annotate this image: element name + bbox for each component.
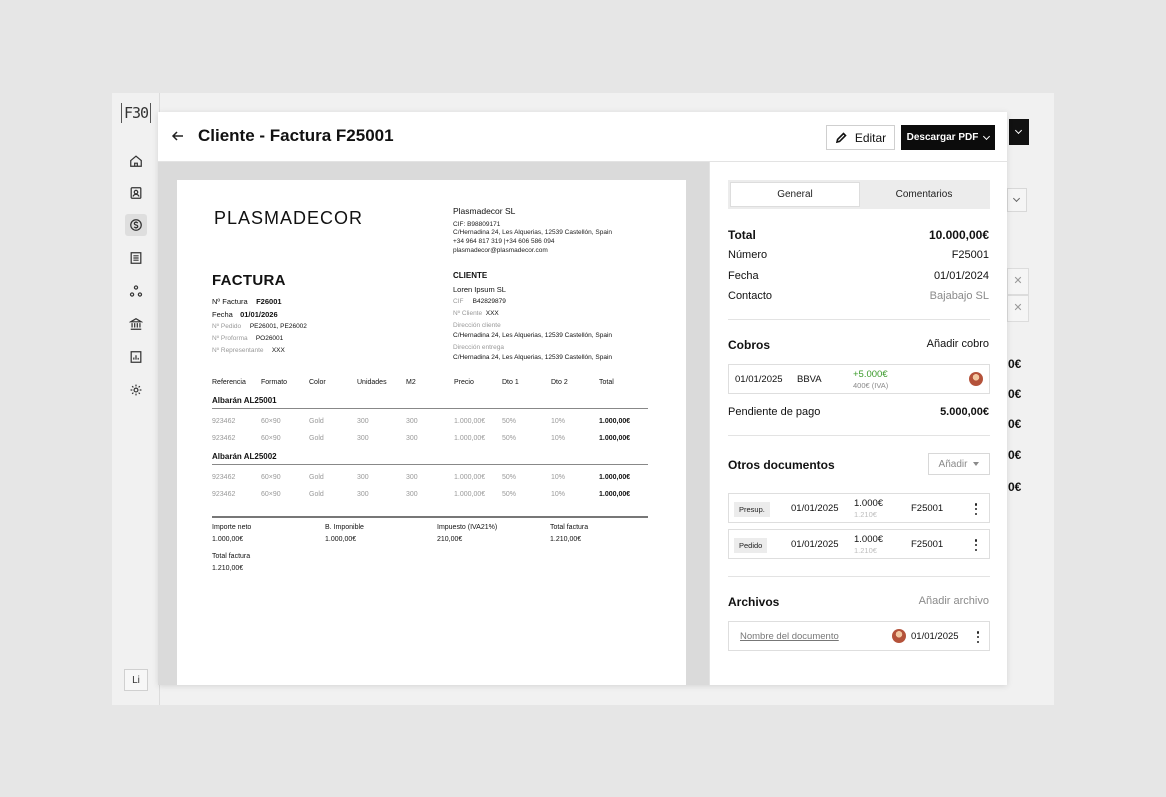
table-cell: 923462: [212, 474, 236, 481]
background-select: [1007, 188, 1027, 212]
client-label: CIF: [453, 298, 464, 305]
client-name: Loren Ipsum SL: [453, 285, 506, 294]
table-cell: 923462: [212, 491, 236, 498]
total-label: Total: [728, 228, 756, 242]
totals-label: Importe neto: [212, 524, 252, 531]
table-cell: 300: [357, 418, 369, 425]
document-ref: F25001: [911, 539, 944, 550]
download-pdf-button[interactable]: [901, 125, 995, 150]
totals-label: B. Imponible: [325, 524, 364, 531]
client-address-label: Dirección cliente: [453, 322, 501, 329]
edit-button[interactable]: [826, 125, 895, 150]
chevron-down-icon: [983, 132, 990, 139]
app-logo: F30: [121, 103, 151, 123]
table-cell: 300: [406, 491, 418, 498]
table-cell: 50%: [502, 491, 517, 498]
user-avatar-chip[interactable]: Li: [124, 669, 148, 691]
client-heading: CLIENTE: [453, 271, 488, 280]
table-cell: 300: [357, 474, 369, 481]
invoice-date-row: [212, 310, 278, 319]
reports-icon[interactable]: [125, 346, 147, 368]
table-cell: 50%: [502, 435, 517, 442]
invoice-heading: FACTURA: [212, 272, 286, 289]
caret-down-icon: [973, 462, 979, 466]
cobro-iva: 400€ (IVA): [853, 381, 889, 390]
meta-value: PE26001, PE26002: [249, 323, 307, 330]
pending-value: 5.000,00€: [940, 406, 989, 418]
table-cell: 60×90: [261, 435, 281, 442]
company-phone: +34 964 817 319 |+34 606 586 094: [453, 238, 555, 245]
table-cell: 1.000,00€: [599, 474, 631, 481]
table-cell: 300: [406, 474, 418, 481]
pdf-preview-area[interactable]: [158, 162, 709, 685]
page-title: Cliente - Factura F25001: [198, 126, 394, 145]
more-options-icon[interactable]: [976, 631, 980, 643]
document-amount-gross: 1.210€: [854, 546, 877, 555]
table-cell: 50%: [502, 474, 517, 481]
delivery-address-label: Dirección entrega: [453, 344, 504, 351]
totals-value: 1.000,00€: [325, 536, 357, 543]
number-value: F25001: [951, 249, 989, 261]
background-dropdown-button: [1009, 119, 1029, 145]
document-item[interactable]: [728, 493, 990, 523]
cobro-amount: +5.000€: [853, 369, 888, 380]
column-header: Dto 1: [502, 379, 519, 386]
file-name-link[interactable]: Nombre del documento: [740, 631, 839, 642]
sidebar: [112, 93, 160, 705]
billing-icon[interactable]: [125, 214, 147, 236]
column-header: M2: [406, 379, 416, 386]
add-document-label: Añadir: [938, 458, 968, 470]
client-label: Nº Cliente: [453, 310, 483, 317]
background-value: 0€: [1008, 480, 1022, 494]
meta-value: PO26001: [255, 335, 284, 342]
date-label: Fecha: [728, 270, 759, 282]
more-options-icon[interactable]: [974, 539, 978, 551]
table-cell: 1.000,00€: [599, 418, 631, 425]
company-email: plasmadecor@plasmadecor.com: [453, 247, 548, 254]
client-address: C/Hernadina 24, Les Alquerias, 12539 Castellón, Spain: [453, 332, 612, 339]
contact-value[interactable]: Bajabajo SL: [929, 290, 989, 302]
company-cif: CIF: B98809171: [453, 221, 501, 228]
table-cell: 10%: [551, 474, 566, 481]
client-cif-row: [453, 298, 506, 305]
date-value: 01/01/2024: [933, 270, 989, 282]
add-file-button[interactable]: Añadir archivo: [918, 595, 989, 607]
table-cell: 300: [357, 435, 369, 442]
total-value: 10.000,00€: [928, 228, 989, 242]
pencil-icon: [835, 132, 847, 144]
cobro-bank: BBVA: [797, 374, 822, 385]
totals-value: 210,00€: [437, 536, 463, 543]
user-avatar: [969, 372, 983, 386]
document-date: 01/01/2025: [791, 539, 839, 550]
network-icon[interactable]: [125, 280, 147, 302]
background-value: 0€: [1008, 357, 1022, 371]
document-amount: 1.000€: [854, 534, 884, 545]
divider: [212, 408, 648, 409]
document-ref: F25001: [911, 503, 944, 514]
meta-label: Nº Representante: [212, 347, 264, 354]
divider: [728, 576, 990, 577]
bank-icon[interactable]: [125, 313, 147, 335]
table-cell: 300: [357, 491, 369, 498]
column-header: Total: [599, 379, 614, 386]
cobros-heading: Cobros: [728, 338, 770, 352]
meta-value: F26001: [256, 297, 282, 306]
document-type-badge: Presup.: [734, 502, 770, 517]
table-cell: Gold: [309, 418, 324, 425]
table-cell: 1.000,00€: [454, 491, 486, 498]
modal-header: [158, 112, 1007, 162]
company-logo: PLASMADECOR: [214, 208, 364, 228]
file-item[interactable]: [728, 621, 990, 651]
column-header: Precio: [454, 379, 474, 386]
representative-row: [212, 347, 285, 354]
totals-label: Impuesto (IVA21%): [437, 524, 498, 531]
delivery-address: C/Hernadina 24, Les Alquerias, 12539 Castellón, Spain: [453, 354, 612, 361]
add-cobro-button[interactable]: Añadir cobro: [926, 338, 989, 350]
invoice-number-row: [212, 297, 282, 306]
background-remove-icon: ✕: [1007, 268, 1029, 295]
column-header: Formato: [261, 379, 288, 386]
document-date: 01/01/2025: [791, 503, 839, 514]
divider: [212, 516, 648, 518]
download-pdf-label: Descargar PDF: [906, 132, 979, 143]
divider: [728, 319, 990, 320]
table-cell: Gold: [309, 474, 324, 481]
company-name: Plasmadecor SL: [453, 206, 516, 216]
table-cell: 300: [406, 418, 418, 425]
client-value: B42829879: [472, 298, 506, 305]
table-cell: 10%: [551, 491, 566, 498]
document-type-badge: Pedido: [734, 538, 767, 553]
meta-label: Nº Pedido: [212, 323, 242, 330]
table-cell: 1.000,00€: [599, 491, 631, 498]
table-cell: 1.000,00€: [454, 418, 486, 425]
table-cell: 923462: [212, 435, 236, 442]
totals-value: 1.210,00€: [550, 536, 582, 543]
files-heading: Archivos: [728, 595, 780, 609]
invoice-side-panel: [709, 162, 1007, 685]
background-remove-icon: ✕: [1007, 295, 1029, 322]
table-cell: Gold: [309, 435, 324, 442]
file-date: 01/01/2025: [911, 631, 959, 642]
table-cell: Gold: [309, 491, 324, 498]
proforma-row: [212, 335, 283, 342]
background-value: 0€: [1008, 417, 1022, 431]
column-header: Unidades: [357, 379, 387, 386]
tab-general[interactable]: General: [730, 182, 860, 207]
add-document-dropdown[interactable]: [928, 453, 990, 475]
totals-label: Total factura: [212, 553, 251, 560]
table-cell: 923462: [212, 418, 236, 425]
table-cell: 10%: [551, 435, 566, 442]
client-value: XXX: [485, 310, 499, 317]
pending-label: Pendiente de pago: [728, 406, 821, 418]
client-number-row: [453, 310, 499, 317]
table-cell: 50%: [502, 418, 517, 425]
totals-value: 1.210,00€: [212, 565, 244, 572]
table-cell: 300: [406, 435, 418, 442]
meta-label: Nº Proforma: [212, 335, 248, 342]
home-icon[interactable]: [125, 150, 147, 172]
settings-gear-icon[interactable]: [125, 379, 147, 401]
document-amount-gross: 1.210€: [854, 510, 877, 519]
panel-tabs: [728, 180, 990, 209]
contacts-icon[interactable]: [125, 182, 147, 204]
column-header: Referencia: [212, 379, 246, 386]
number-label: Número: [728, 249, 768, 261]
table-cell: 60×90: [261, 418, 281, 425]
meta-label: Fecha: [212, 310, 233, 319]
divider: [212, 464, 648, 465]
table-cell: 60×90: [261, 474, 281, 481]
section-title: Albarán AL25001: [212, 396, 277, 405]
section-title: Albarán AL25002: [212, 452, 277, 461]
divider: [728, 435, 990, 436]
table-cell: 10%: [551, 418, 566, 425]
meta-label: Nº Factura: [212, 297, 248, 306]
totals-value: 1.000,00€: [212, 536, 244, 543]
column-header: Dto 2: [551, 379, 568, 386]
background-value: 0€: [1008, 448, 1022, 462]
document-item[interactable]: [728, 529, 990, 559]
table-cell: 60×90: [261, 491, 281, 498]
other-docs-heading: Otros documentos: [728, 458, 835, 472]
user-avatar: [892, 629, 906, 643]
table-cell: 1.000,00€: [454, 474, 486, 481]
tab-comentarios[interactable]: Comentarios: [895, 189, 953, 200]
meta-value: 01/01/2026: [240, 310, 278, 319]
invoice-paper: [177, 180, 686, 685]
meta-value: XXX: [271, 347, 285, 354]
edit-button-label: Editar: [854, 130, 887, 145]
column-header: Color: [309, 379, 326, 386]
document-amount: 1.000€: [854, 498, 884, 509]
table-cell: 1.000,00€: [454, 435, 486, 442]
background-value: 0€: [1008, 387, 1022, 401]
invoice-modal: [158, 112, 1007, 685]
contact-label: Contacto: [728, 290, 773, 302]
back-arrow-icon[interactable]: [170, 128, 186, 144]
cobro-date: 01/01/2025: [735, 374, 783, 385]
documents-icon[interactable]: [125, 247, 147, 269]
order-number-row: [212, 323, 307, 330]
table-cell: 1.000,00€: [599, 435, 631, 442]
company-address: C/Hernadina 24, Les Alquerias, 12539 Castellón, Spain: [453, 229, 612, 236]
cobro-item[interactable]: [728, 364, 990, 394]
totals-label: Total factura: [550, 524, 589, 531]
more-options-icon[interactable]: [974, 503, 978, 515]
